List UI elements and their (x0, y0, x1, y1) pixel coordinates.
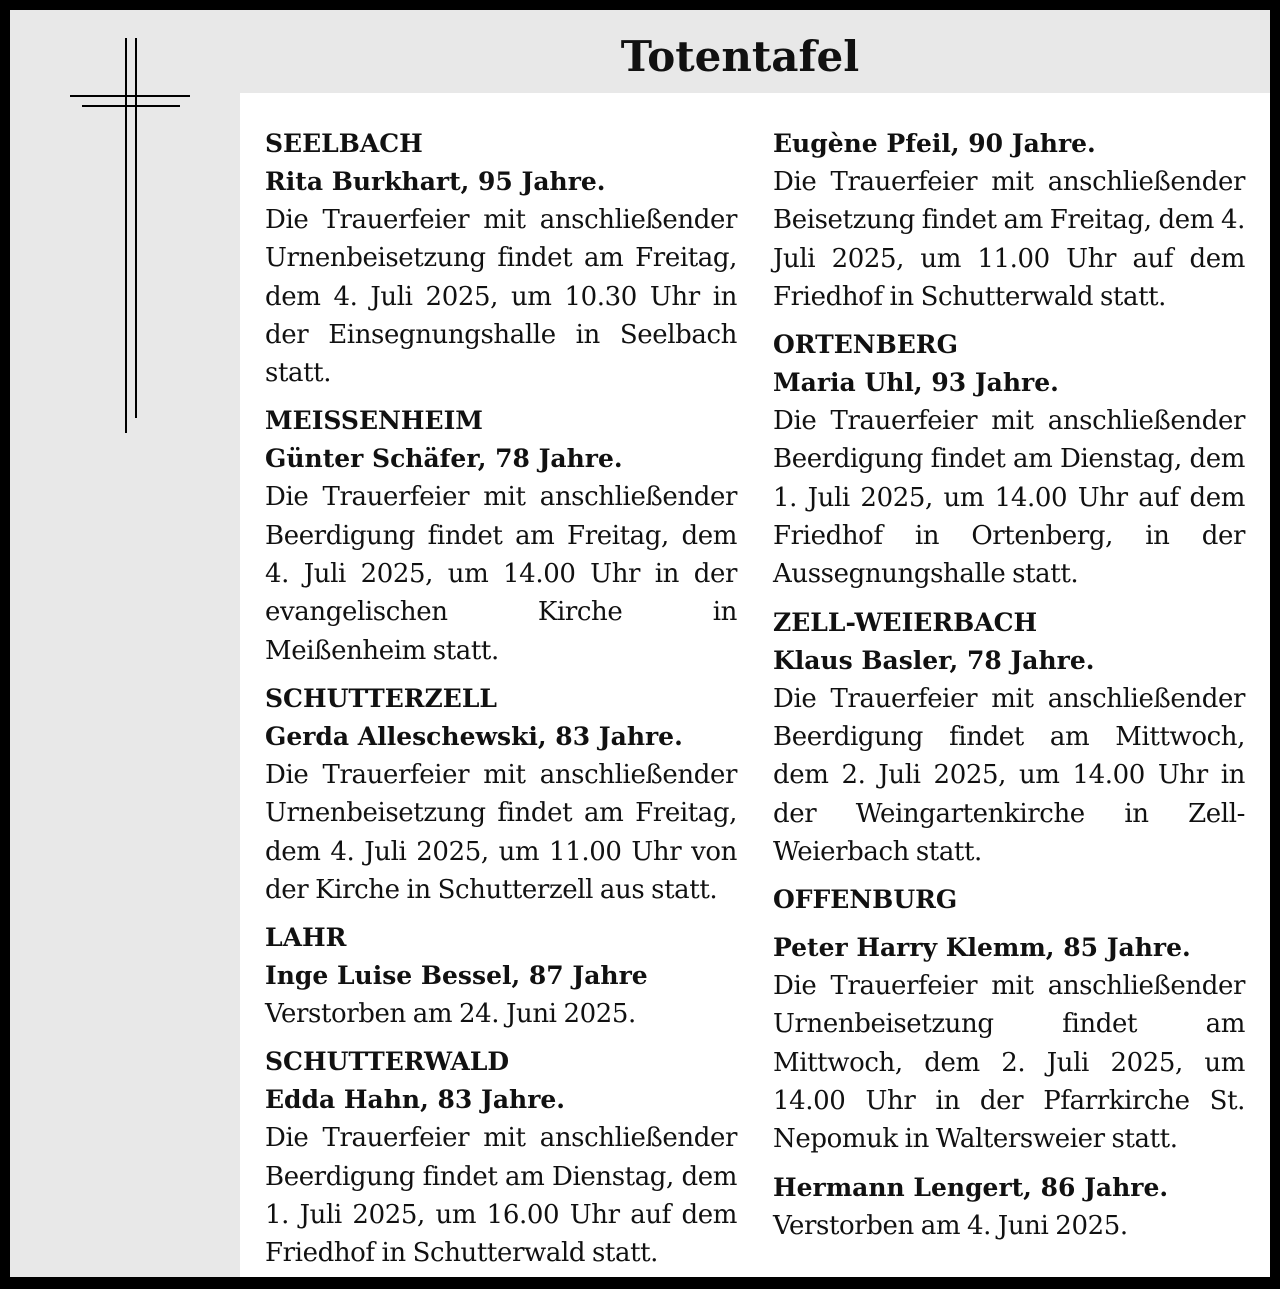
place-heading: MEISSENHEIM (265, 406, 483, 436)
deceased-name: Edda Hahn, 83 Jahre. (265, 1085, 565, 1115)
obituary-entry (773, 881, 1245, 1158)
deceased-name: Günter Schäfer, 78 Jahre. (265, 444, 623, 474)
deceased-name: Hermann Lengert, 86 Jahre. (773, 1172, 1169, 1202)
deceased-name: Klaus Basler, 78 Jahre. (773, 645, 1095, 675)
obituary-entry (265, 1043, 737, 1272)
deceased-name: Gerda Alleschewski, 83 Jahre. (265, 721, 683, 751)
ceremony-text: Die Trauerfeier mit anschließender Beisetzung findet am Freitag, dem 4. Juli 2025, um 11.00 Uhr auf dem Friedhof in Schutterwald statt. (773, 167, 1245, 312)
deceased-name: Inge Luise Bessel, 87 Jahre (265, 961, 648, 991)
obituary-entry (773, 125, 1245, 316)
ceremony-text: Die Trauerfeier mit anschließender Beerdigung findet am Freitag, dem 4. Juli 2025, um 14.00 Uhr in der evangelischen Kirche in Meißenheim statt. (265, 482, 737, 666)
place-heading: LAHR (265, 923, 347, 953)
place-heading: OFFENBURG (773, 885, 958, 915)
place-heading: SEELBACH (265, 129, 423, 158)
ceremony-text: Die Trauerfeier mit anschließender Urnenbeisetzung findet am Mittwoch, dem 2. Juli 2025, um 14.00 Uhr in der Pfarrkirche St. Nepomuk in Waltersweier statt. (773, 971, 1245, 1155)
place-heading: SCHUTTERWALD (265, 1047, 510, 1077)
ceremony-text: Die Trauerfeier mit anschließender Beerdigung findet am Dienstag, dem 1. Juli 2025, um 14.00 Uhr auf dem Friedhof in Ortenberg, in der Aussegnungshalle statt. (773, 406, 1245, 590)
obituary-entry (265, 402, 737, 669)
deceased-name: Rita Burkhart, 95 Jahre. (265, 167, 606, 196)
place-heading: ZELL-WEIERBACH (773, 607, 1038, 637)
right-column (773, 125, 1245, 1255)
obituary-entry (265, 680, 737, 909)
ceremony-text: Die Trauerfeier mit anschließender Urnenbeisetzung findet am Freitag, dem 4. Juli 2025, um 10.30 Uhr in der Einsegnungshalle in Seelbach statt. (265, 205, 737, 389)
page-title: Totentafel (620, 32, 860, 81)
obituary-entry (265, 919, 737, 1033)
place-heading: ORTENBERG (773, 330, 958, 360)
obituary-panel (240, 93, 1270, 1277)
notice-frame (10, 10, 1270, 1277)
ceremony-text: Die Trauerfeier mit anschließender Urnenbeisetzung findet am Freitag, dem 4. Juli 2025, um 11.00 Uhr von der Kirche in Schutterzell aus statt. (265, 759, 737, 905)
deceased-name: Eugène Pfeil, 90 Jahre. (773, 129, 1096, 158)
ceremony-text: Verstorben am 24. Juni 2025. (265, 999, 636, 1030)
cross-icon (70, 38, 192, 433)
deceased-name: Maria Uhl, 93 Jahre. (773, 368, 1059, 398)
deceased-name: Peter Harry Klemm, 85 Jahre. (773, 933, 1191, 963)
obituary-entry (773, 326, 1245, 593)
place-heading: SCHUTTERZELL (265, 683, 497, 713)
ceremony-text: Die Trauerfeier mit anschließender Beerdigung findet am Dienstag, dem 1. Juli 2025, um 16.00 Uhr auf dem Friedhof in Schutterwald statt. (265, 1123, 737, 1269)
obituary-entry (265, 125, 737, 392)
obituary-entry (773, 604, 1245, 871)
ceremony-text: Verstorben am 4. Juni 2025. (773, 1210, 1128, 1241)
ceremony-text: Die Trauerfeier mit anschließender Beerdigung findet am Mittwoch, dem 2. Juli 2025, um 14.00 Uhr in der Weingartenkirche in Zell-Weierbach statt. (773, 683, 1245, 867)
left-column (265, 125, 737, 1283)
obituary-entry (773, 1169, 1245, 1245)
